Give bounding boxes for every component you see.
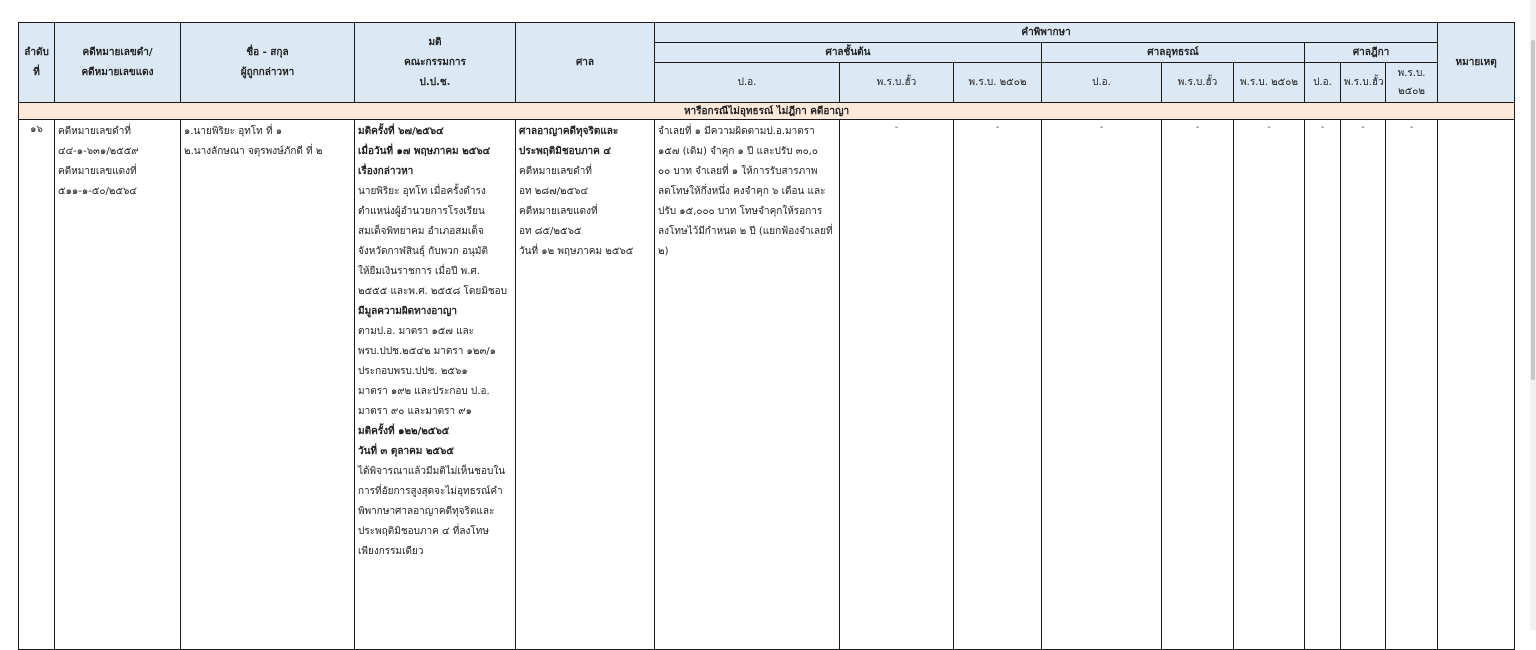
row-resolution	[355, 120, 516, 650]
header-no	[19, 23, 55, 103]
header-case-line: คดีหมายเลขแดง	[81, 66, 154, 78]
row-names	[181, 120, 355, 650]
header-resolution	[355, 23, 516, 103]
header-supreme-court: ศาลฎีกา	[1305, 43, 1438, 63]
header-supreme-po: ป.อ.	[1305, 63, 1341, 103]
judgment-line: ๑๕๗ (เดิม) จำคุก ๑ ปี และปรับ ๓๐,๐	[658, 146, 818, 157]
header-case-line: คดีหมายเลขดำ/	[82, 46, 153, 58]
header-no-line: ลำดับ	[24, 46, 49, 58]
header-first-prb-hua: พ.ร.บ.ฮั้ว	[840, 63, 954, 103]
row-first-prb-hua: -	[840, 120, 954, 650]
judgment-line: ๒)	[658, 246, 669, 257]
resolution-line: พรบ.ปปช.๒๕๔๒ มาตรา ๑๒๓/๑	[358, 346, 497, 357]
row-first-po	[655, 120, 840, 650]
case-line: คดีหมายเลขดำที่	[58, 126, 131, 137]
vertical-scrollbar[interactable]	[1530, 0, 1536, 630]
court-line: ประพฤติมิชอบภาค ๔	[519, 146, 611, 157]
row-remark	[1438, 120, 1515, 650]
header-name-line: ชื่อ - สกุล	[246, 46, 289, 58]
resolution-line: เมื่อวันที่ ๑๗ พฤษภาคม ๒๕๖๔	[358, 146, 491, 157]
header-name-line: ผู้ถูกกล่าวหา	[240, 66, 295, 78]
row-case	[55, 120, 181, 650]
resolution-line: ให้ยืมเงินราชการ เมื่อปี พ.ศ.	[358, 266, 480, 277]
scrollbar-thumb[interactable]	[1531, 40, 1535, 380]
resolution-line: พิพากษาศาลอาญาคดีทุจริตและ	[358, 506, 495, 517]
accused-name: ๒.นางลักษณา จตุรพงษ์ภักดี ที่ ๒	[184, 146, 323, 157]
row-court	[516, 120, 655, 650]
judgment-line: ลดโทษให้กึ่งหนึ่ง คงจำคุก ๖ เดือน และ	[658, 186, 826, 197]
header-supreme-prb-hua: พ.ร.บ.ฮั้ว	[1341, 63, 1386, 103]
judgment-line: จำเลยที่ ๑ มีความผิดตามป.อ.มาตรา	[658, 126, 815, 137]
resolution-line: การที่อัยการสูงสุดจะไม่อุทธรณ์คำ	[358, 486, 503, 497]
header-court: ศาล	[516, 23, 655, 103]
row-appeal-prb-hua: -	[1162, 120, 1234, 650]
header-resolution-line: มติ	[428, 36, 442, 48]
row-no: ๑๖	[19, 120, 55, 650]
resolution-line: ประกอบพรบ.ปปช. ๒๕๖๑	[358, 366, 468, 377]
table-row	[19, 120, 1515, 650]
header-appeal-po: ป.อ.	[1042, 63, 1162, 103]
row-supreme-po: -	[1305, 120, 1341, 650]
resolution-line: ๒๕๕๕ และพ.ศ. ๒๕๕๘ โดยมิชอบ	[358, 286, 507, 297]
case-table	[18, 22, 1515, 650]
court-line: วันที่ ๑๒ พฤษภาคม ๒๕๖๕	[519, 246, 634, 257]
header-no-line: ที่	[33, 66, 40, 78]
court-line: คดีหมายเลขดำที่	[519, 166, 592, 177]
header-case	[55, 23, 181, 103]
resolution-line: มติครั้งที่ ๖๗/๒๕๖๔	[358, 126, 444, 137]
judgment-line: ๐๐ บาท จำเลยที่ ๑ ให้การรับสารภาพ	[658, 166, 818, 177]
spreadsheet	[18, 22, 1514, 650]
header-supreme-prb-2502	[1386, 63, 1438, 103]
court-line: อท ๘๕/๒๕๖๕	[519, 226, 582, 237]
court-line: อท ๒๘๗/๒๕๖๔	[519, 186, 589, 197]
header-appeal-court: ศาลอุทธรณ์	[1042, 43, 1305, 63]
header-appeal-prb-2502: พ.ร.บ. ๒๕๐๒	[1234, 63, 1305, 103]
header-resolution-line: คณะกรรมการ	[404, 56, 466, 68]
row-supreme-prb-2502: -	[1386, 120, 1438, 650]
header-appeal-prb-hua: พ.ร.บ.ฮั้ว	[1162, 63, 1234, 103]
case-line: ๔๔-๑-๖๓๑/๒๕๕๙	[58, 146, 139, 157]
resolution-line: วันที่ ๓ ตุลาคม ๒๕๖๕	[358, 446, 454, 457]
resolution-line: จังหวัดกาฬสินธุ์ กับพวก อนุมัติ	[358, 246, 488, 257]
header-first-po: ป.อ.	[655, 63, 840, 103]
case-line: ๕๑๑-๑-๕๐/๒๕๖๔	[58, 186, 137, 197]
resolution-line: ประพฤติมิชอบภาค ๔ ที่ลงโทษ	[358, 526, 489, 537]
resolution-line: ได้พิจารณาแล้วมีมติไม่เห็นชอบใน	[358, 466, 506, 477]
header-resolution-line: ป.ป.ช.	[419, 76, 451, 88]
header-name	[181, 23, 355, 103]
row-appeal-prb-2502: -	[1234, 120, 1305, 650]
court-line: คดีหมายเลขแดงที่	[519, 206, 598, 217]
header-first-court: ศาลชั้นต้น	[655, 43, 1042, 63]
header-judgment: คำพิพากษา	[655, 23, 1438, 43]
resolution-line: เรื่องกล่าวหา	[358, 166, 414, 177]
row-appeal-po: -	[1042, 120, 1162, 650]
resolution-line: เพียงกรรมเดียว	[358, 546, 424, 557]
header-supreme-prb-line: พ.ร.บ.	[1397, 67, 1426, 79]
sheet-title: หารือกรณีไม่อุทธรณ์ ไม่ฎีกา คดีอาญา	[19, 103, 1515, 120]
resolution-line: นายพิริยะ อุทโท เมื่อครั้งดำรง	[358, 186, 486, 197]
court-line: ศาลอาญาคดีทุจริตและ	[519, 126, 619, 137]
case-line: คดีหมายเลขแดงที่	[58, 166, 137, 177]
resolution-line: ตามป.อ. มาตรา ๑๕๗ และ	[358, 326, 475, 337]
resolution-line: สมเด็จพิทยาคม อำเภอสมเด็จ	[358, 226, 484, 237]
resolution-line: มีมูลความผิดทางอาญา	[358, 306, 458, 317]
header-remark: หมายเหตุ	[1438, 23, 1515, 103]
row-supreme-prb-hua: -	[1341, 120, 1386, 650]
header-first-prb-2502: พ.ร.บ. ๒๕๐๒	[954, 63, 1042, 103]
header-supreme-prb-line: ๒๕๐๒	[1398, 85, 1425, 97]
accused-name: ๑.นายพิริยะ อุทโท ที่ ๑	[184, 126, 283, 137]
title-row	[19, 103, 1515, 120]
resolution-line: ตำแหน่งผู้อำนวยการโรงเรียน	[358, 206, 485, 217]
resolution-line: มติครั้งที่ ๑๒๒/๒๕๖๕	[358, 426, 450, 437]
row-first-prb-2502: -	[954, 120, 1042, 650]
judgment-line: ลงโทษไว้มีกำหนด ๒ ปี (แยกฟ้องจำเลยที่	[658, 226, 833, 237]
resolution-line: มาตรา ๙๐ และมาตรา ๙๑	[358, 406, 472, 417]
resolution-line: มาตรา ๑๙๒ และประกอบ ป.อ.	[358, 386, 490, 397]
judgment-line: ปรับ ๑๕,๐๐๐ บาท โทษจำคุกให้รอการ	[658, 206, 823, 217]
